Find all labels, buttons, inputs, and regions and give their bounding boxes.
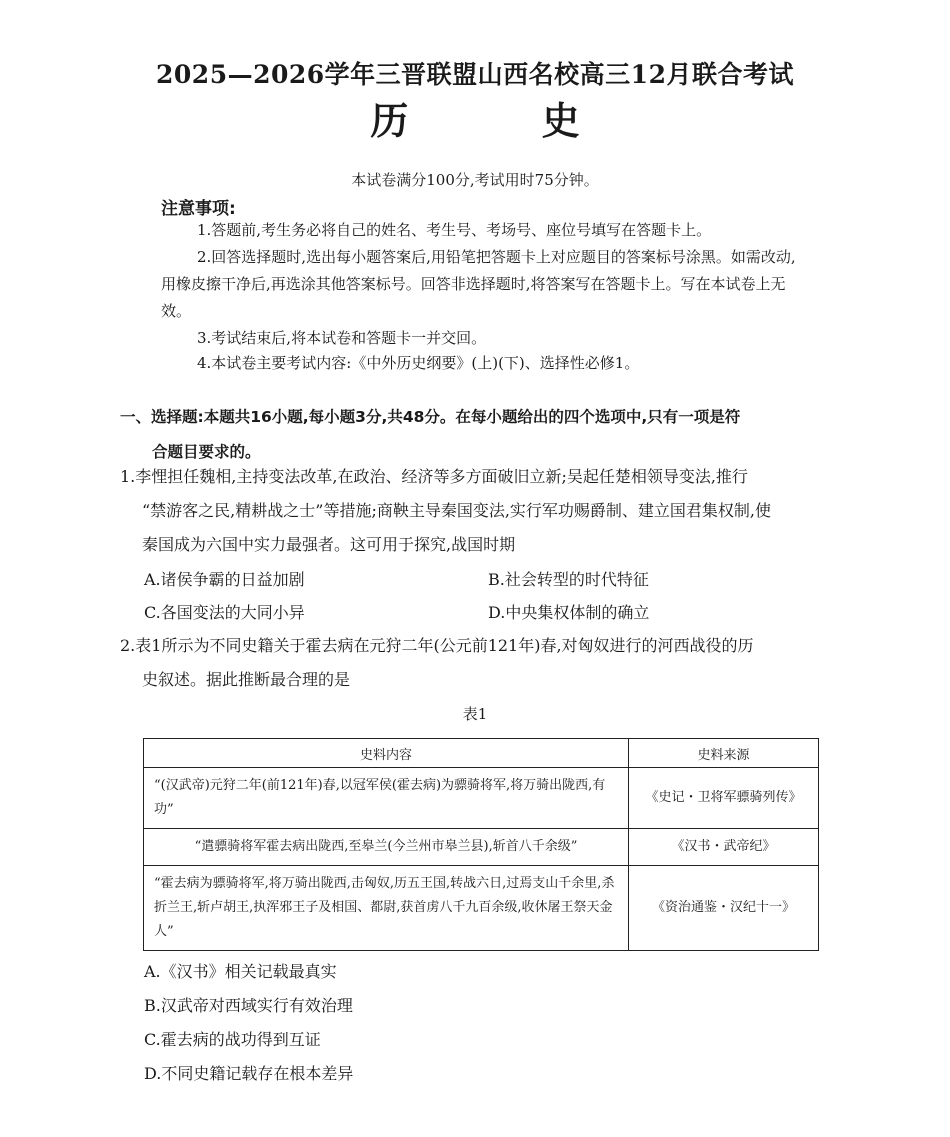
- question-1-stem: [120, 460, 835, 562]
- cell-content: “霍去病为骠骑将军,将万骑出陇西,击匈奴,历五王国,转战六日,过焉支山千余里,杀折兰王,斩卢胡王,执浑邪王子及相国、都尉,获首虏八千九百余级,收休屠王祭天金人”: [144, 866, 629, 951]
- cell-source: 《史记・卫将军骠骑列传》: [629, 768, 819, 829]
- exam-meta: 本试卷满分100分,考试用时75分钟。: [351, 171, 599, 189]
- question-line: 2.表1所示为不同史籍关于霍去病在元狩二年(公元前121年)春,对匈奴进行的河西战役的历: [120, 636, 754, 655]
- table-row: [144, 866, 819, 951]
- question-line: 秦国成为六国中实力最强者。这可用于探究,战国时期: [142, 535, 516, 554]
- question-line: 史叙述。据此推断最合理的是: [142, 670, 351, 689]
- question-2-option-a[interactable]: A.《汉书》相关记载最真实: [144, 962, 337, 981]
- column-header-content: 史料内容: [144, 739, 629, 768]
- notice-item: 3.考试结束后,将本试卷和答题卡一并交回。: [197, 329, 487, 347]
- question-2-option-c[interactable]: C.霍去病的战功得到互证: [144, 1030, 321, 1049]
- notice-item: 4.本试卷主要考试内容:《中外历史纲要》(上)(下)、选择性必修1。: [197, 354, 640, 372]
- column-header-source: 史料来源: [629, 739, 819, 768]
- question-1-option-d[interactable]: D.中央集权体制的确立: [488, 603, 650, 622]
- section-heading-line: 合题目要求的。: [152, 443, 261, 461]
- subject-title: 历 史: [370, 98, 640, 143]
- table-row: [144, 829, 819, 866]
- exam-title: 2025—2026学年三晋联盟山西名校高三12月联合考试: [156, 60, 794, 89]
- cell-source: 《汉书・武帝纪》: [629, 829, 819, 866]
- table-caption: 表1: [462, 705, 488, 723]
- section-heading-line: 一、选择题:本题共16小题,每小题3分,共48分。在每小题给出的四个选项中,只有一项是符: [120, 408, 741, 426]
- notice-heading: 注意事项:: [161, 199, 236, 219]
- question-2-option-d[interactable]: D.不同史籍记载存在根本差异: [144, 1064, 354, 1083]
- question-line: 1.李悝担任魏相,主持变法改革,在政治、经济等多方面破旧立新;吴起任楚相领导变法,推行: [120, 467, 748, 486]
- cell-content: “(汉武帝)元狩二年(前121年)春,以冠军侯(霍去病)为骠骑将军,将万骑出陇西,有功”: [144, 768, 629, 829]
- notice-item: 2.回答选择题时,选出每小题答案后,用铅笔把答题卡上对应题目的答案标号涂黑。如需改动,用橡皮擦干净后,再选涂其他答案标号。回答非选择题时,将答案写在答题卡上。写在本试卷上无效。: [161, 248, 796, 320]
- question-1-option-c[interactable]: C.各国变法的大同小异: [144, 603, 305, 622]
- question-line: “禁游客之民,精耕战之士”等措施;商鞅主导秦国变法,实行军功赐爵制、建立国君集权制,使: [142, 501, 772, 520]
- question-2-option-b[interactable]: B.汉武帝对西域实行有效治理: [144, 996, 353, 1015]
- cell-content: “遣骠骑将军霍去病出陇西,至皋兰(今兰州市皋兰县),斩首八千余级”: [144, 829, 629, 866]
- question-1-option-b[interactable]: B.社会转型的时代特征: [488, 570, 649, 589]
- cell-source: 《资治通鉴・汉纪十一》: [629, 866, 819, 951]
- table-header-row: [144, 739, 819, 768]
- question-2-stem: [120, 629, 835, 697]
- notice-item: 1.答题前,考生务必将自己的姓名、考生号、考场号、座位号填写在答题卡上。: [197, 221, 712, 239]
- source-table: [143, 738, 819, 951]
- question-1-option-a[interactable]: A.诸侯争霸的日益加剧: [144, 570, 305, 589]
- table-row: [144, 768, 819, 829]
